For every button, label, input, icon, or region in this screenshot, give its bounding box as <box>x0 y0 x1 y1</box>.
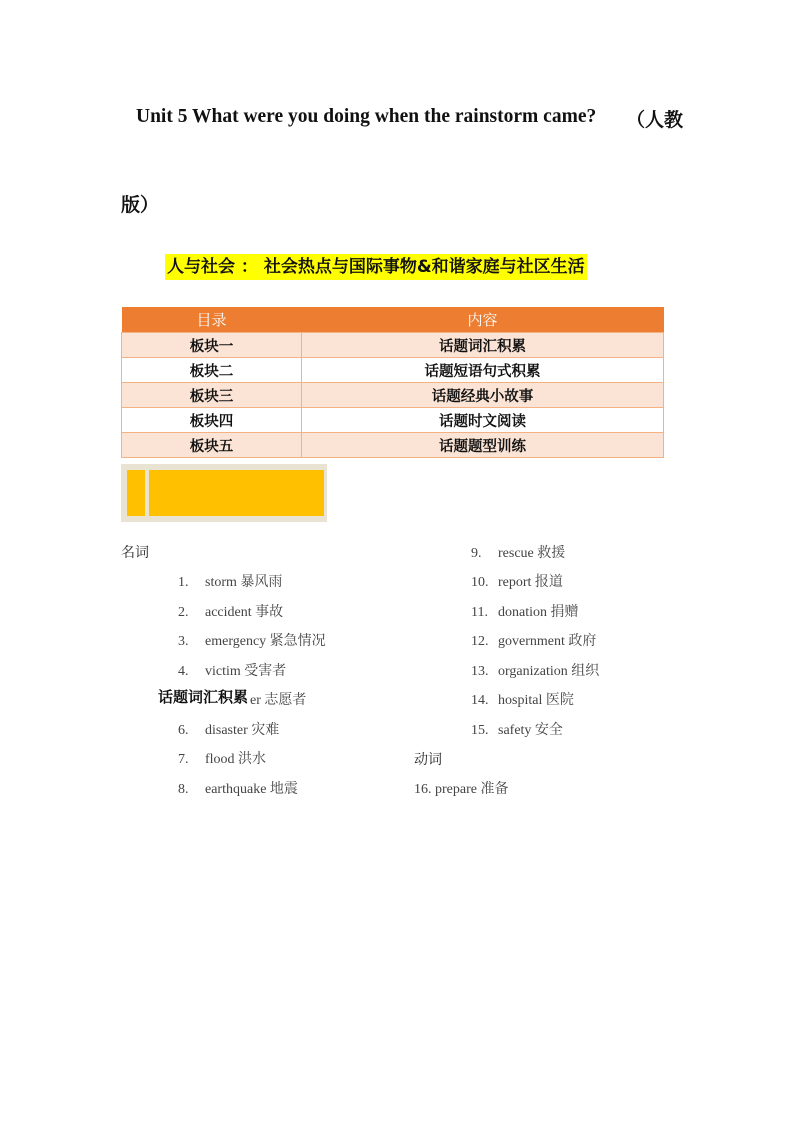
table-row <box>122 433 664 458</box>
content-cell: 话题题型训练 <box>302 433 664 458</box>
list-item: 6. disaster 灾难 <box>178 723 280 738</box>
list-item: 11. donation 捐赠 <box>471 605 579 620</box>
list-item: 7. flood 洪水 <box>178 752 267 767</box>
contents-table <box>121 307 664 458</box>
table-row <box>122 333 664 358</box>
list-item: 2. accident 事故 <box>178 605 284 620</box>
list-item: 8. earthquake 地震 <box>178 782 298 797</box>
section-cell: 板块一 <box>122 333 302 358</box>
list-item: 10. report 报道 <box>471 575 563 590</box>
list-item: 16. prepare 准备 <box>414 782 509 797</box>
section-cell: 板块五 <box>122 433 302 458</box>
section-banner-label: 话题词汇积累 <box>158 688 249 706</box>
nouns-label: 名词 <box>121 545 149 561</box>
list-item: 15. safety 安全 <box>471 723 563 738</box>
document-title <box>136 106 696 131</box>
content-cell: 话题短语句式积累 <box>302 358 664 383</box>
publisher-open: （人教 <box>626 109 684 131</box>
list-item: 4. victim 受害者 <box>178 664 287 679</box>
table-header-row <box>122 307 664 333</box>
list-item: 1. storm 暴风雨 <box>178 575 283 590</box>
list-item: 14. hospital 医院 <box>471 693 574 708</box>
header-content: 内容 <box>302 307 664 333</box>
section-cell: 板块三 <box>122 383 302 408</box>
list-item: 13. organization 组织 <box>471 664 600 679</box>
theme-highlight: 人与社会 ： 社会热点与国际事物&和谐家庭与社区生活 <box>165 254 587 280</box>
content-cell: 话题时文阅读 <box>302 408 664 433</box>
section-banner-graphic <box>121 464 327 522</box>
table-row <box>122 408 664 433</box>
table-row <box>122 358 664 383</box>
content-cell: 话题经典小故事 <box>302 383 664 408</box>
publisher-close: 版） <box>121 194 160 216</box>
banner-fill <box>127 470 324 516</box>
section-cell: 板块四 <box>122 408 302 433</box>
title-text: Unit 5 What were you doing when the rainstorm came? <box>136 106 597 127</box>
content-cell: 话题词汇积累 <box>302 333 664 358</box>
list-item: er 志愿者 <box>250 693 307 708</box>
header-catalog: 目录 <box>122 307 302 333</box>
list-item: 9. rescue 救援 <box>471 546 566 561</box>
banner-divider-horizontal <box>121 467 327 470</box>
list-item: 3. emergency 紧急情况 <box>178 634 326 649</box>
section-cell: 板块二 <box>122 358 302 383</box>
banner-divider-vertical <box>145 464 149 522</box>
verbs-label: 动词 <box>414 752 442 768</box>
list-item: 12. government 政府 <box>471 634 597 649</box>
table-row <box>122 383 664 408</box>
